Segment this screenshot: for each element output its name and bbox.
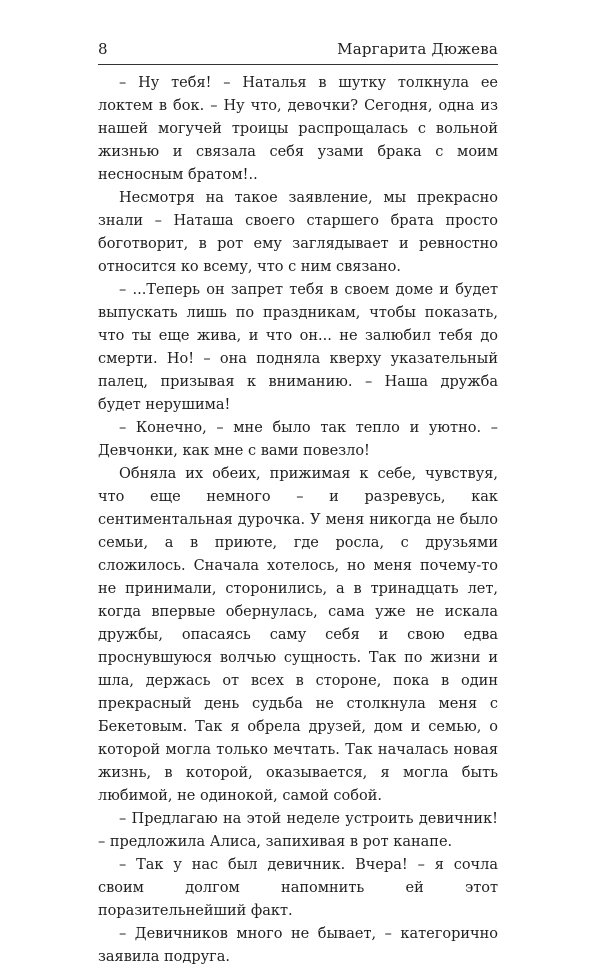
author-name: Маргарита Дюжева: [337, 40, 498, 58]
paragraph: – ...Теперь он запрет тебя в своем доме и будет выпускать лишь по праздникам, чтобы показать, что ты еще жива, и что он... не залюбил тебя до смерти. Но! – она подняла кверху указательный палец, призывая к вниманию. – Наша дружба будет нерушима!: [98, 282, 498, 413]
paragraph: – Предлагаю на этой неделе устроить девичник! – предложила Алиса, запихивая в рот канапе.: [98, 811, 498, 850]
paragraph: Обняла их обеих, прижимая к себе, чувствуя, что еще немного – и разревусь, как сентиментальная дурочка. У меня никогда не было семьи, а в приюте, где росла, с друзьями сложилось. Сначала хотелось, но меня почему-то не принимали, сторонились, а в тринадцать лет, когда впервые обернулась, сама уже не искала дружбы, опасаясь саму себя и свою едва проснувшуюся волчью сущность. Так по жизни и шла, держась от всех в стороне, пока в один прекрасный день судьба не столкнула меня с Бекетовым. Так я обрела друзей, дом и семью, о которой могла только мечтать. Так началась новая жизнь, в которой, оказывается, я могла быть любимой, не одинокой, самой собой.: [98, 466, 498, 804]
paragraph: – Так у нас был девичник. Вчера! – я сочла своим долгом напомнить ей этот поразительнейший факт.: [98, 857, 498, 919]
page-number: 8: [98, 40, 108, 58]
body-text: [98, 72, 498, 969]
paragraph: – Девичников много не бывает, – категорично заявила подруга.: [98, 926, 498, 965]
paragraph: Несмотря на такое заявление, мы прекрасно знали – Наташа своего старшего брата просто боготворит, в рот ему заглядывает и ревностно относится ко всему, что с ним связано.: [98, 190, 498, 275]
paragraph: – Конечно, – мне было так тепло и уютно. – Девчонки, как мне с вами повезло!: [98, 420, 498, 459]
page-header: [98, 34, 498, 65]
paragraph: – Ну тебя! – Наталья в шутку толкнула ее локтем в бок. – Ну что, девочки? Сегодня, одна из нашей могучей троицы распрощалась с вольной жизнью и связала себя узами брака с моим несносным братом!..: [98, 75, 498, 183]
